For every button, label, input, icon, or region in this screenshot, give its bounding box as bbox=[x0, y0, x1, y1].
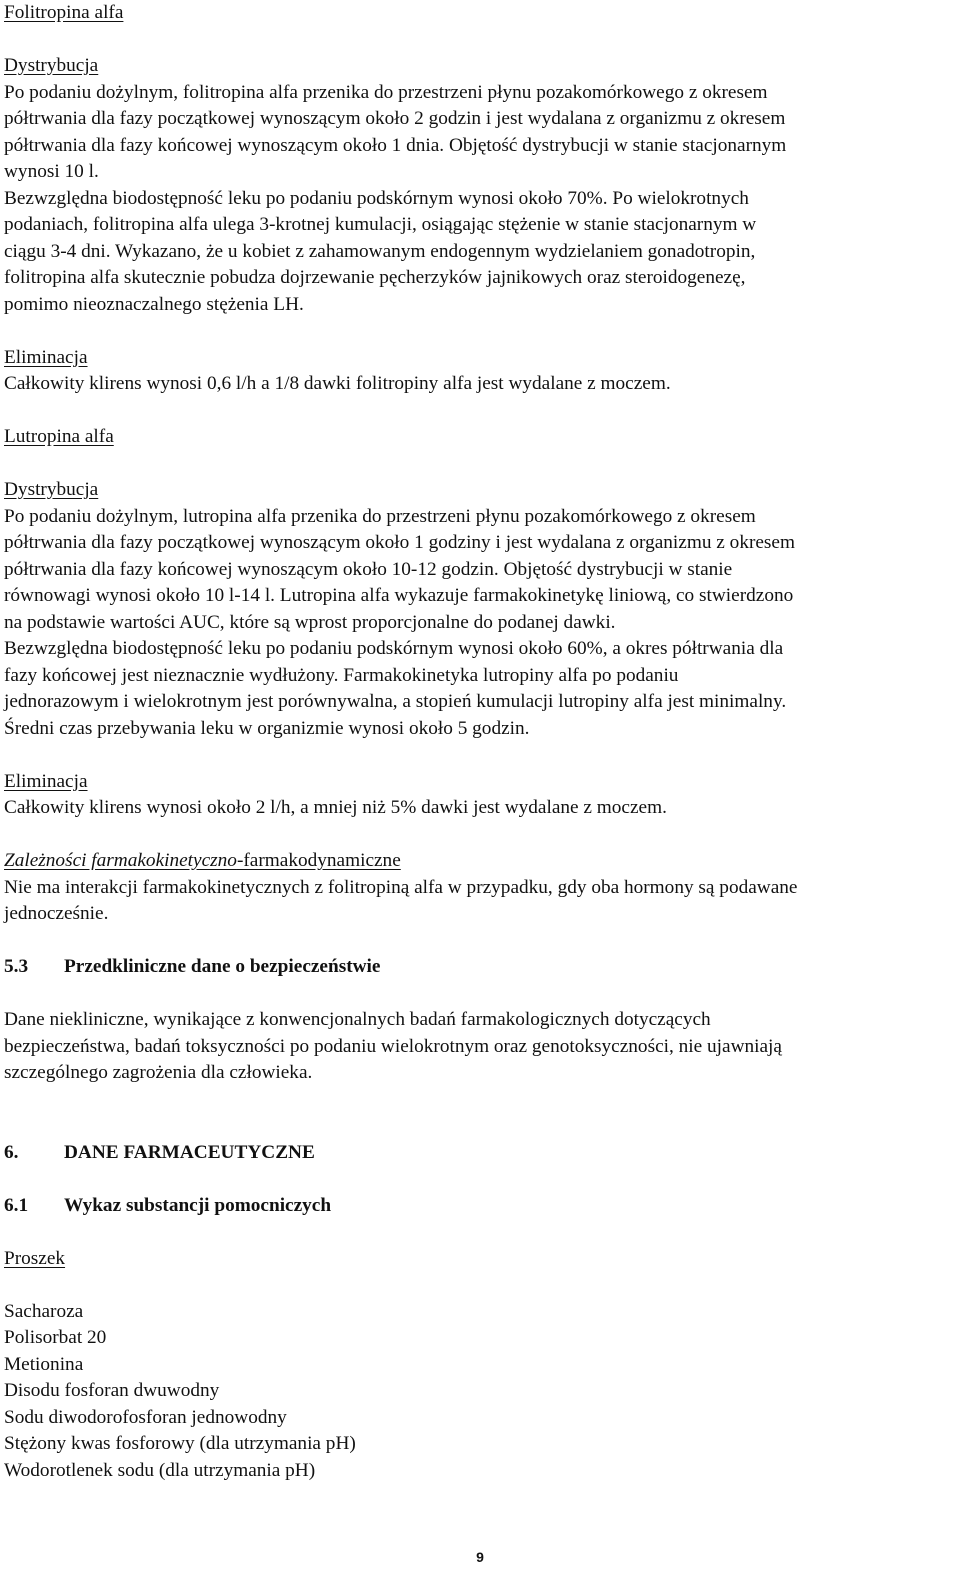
list-item: Disodu fosforan dwuwodny bbox=[4, 1380, 220, 1401]
section-title-lutropina: Lutropina alfa bbox=[4, 426, 114, 447]
text-line: półtrwania dla fazy końcowej wynoszącym około 10-12 godzin. Objętość dystrybucji w stanie bbox=[4, 558, 733, 580]
list-item: Stężony kwas fosforowy (dla utrzymania pH) bbox=[4, 1433, 356, 1454]
heading-6 bbox=[4, 1140, 956, 1167]
text-line: półtrwania dla fazy końcowej wynoszącym około 1 dnia. Objętość dystrybucji w stanie stacjonarnym bbox=[4, 134, 787, 156]
subheading-zaleznosci bbox=[4, 848, 956, 875]
list-item: Wodorotlenek sodu (dla utrzymania pH) bbox=[4, 1459, 316, 1481]
spacer bbox=[4, 1219, 956, 1246]
subheading-eliminacja-lutropina: Eliminacja bbox=[4, 770, 88, 792]
text-line: szczególnego zagrożenia dla człowieka. bbox=[4, 1062, 313, 1083]
text-line: Bezwzględna biodostępność leku po podaniu podskórnym wynosi około 60%, a okres półtrwania dla bbox=[4, 638, 784, 659]
spacer bbox=[4, 1087, 956, 1140]
page-number: 9 bbox=[476, 1549, 484, 1565]
text-line: wynosi 10 l. bbox=[4, 161, 99, 182]
text-line: Dane niekliniczne, wynikające z konwencjonalnych badań farmakologicznych dotyczących bbox=[4, 1009, 711, 1030]
text-line: Całkowity klirens wynosi około 2 l/h, a mniej niż 5% dawki jest wydalane z moczem. bbox=[4, 797, 667, 818]
text-line: pomimo nieoznaczalnego stężenia LH. bbox=[4, 293, 304, 315]
list-item: Metionina bbox=[4, 1353, 84, 1375]
spacer bbox=[4, 981, 956, 1008]
text-line: fazy końcowej jest nieznacznie wydłużony. Farmakokinetyka lutropiny alfa po podaniu bbox=[4, 664, 679, 686]
text-line: ciągu 3-4 dni. Wykazano, że u kobiet z zahamowanym endogennym wydzielaniem gonadotropin, bbox=[4, 240, 756, 262]
subheading-proszek: Proszek bbox=[4, 1247, 66, 1269]
section-title-folitropina: Folitropina alfa bbox=[4, 2, 124, 23]
heading-title: Przedkliniczne dane o bezpieczeństwie bbox=[64, 956, 381, 977]
spacer bbox=[4, 451, 956, 478]
heading-6-1 bbox=[4, 1193, 956, 1220]
heading-number: 6. bbox=[4, 1141, 19, 1163]
heading-title: DANE FARMACEUTYCZNE bbox=[64, 1141, 315, 1163]
text-line: jednorazowym i wielokrotnym jest porównywalna, a stopień kumulacji lutropiny alfa jest minimalny. bbox=[4, 691, 787, 712]
heading-5-3 bbox=[4, 954, 956, 981]
subheading-zaleznosci-italic: Zależności farmakokinetyczno bbox=[4, 850, 237, 871]
text-line: jednocześnie. bbox=[4, 903, 109, 924]
spacer bbox=[4, 27, 956, 54]
text-line: Średni czas przebywania leku w organizmie wynosi około 5 godzin. bbox=[4, 717, 530, 739]
paragraph-dystrybucja-folitropina bbox=[4, 80, 956, 319]
heading-title: Wykaz substancji pomocniczych bbox=[64, 1194, 332, 1216]
text-line: folitropina alfa skutecznie pobudza dojrzewanie pęcherzyków jajnikowych oraz steroidogenezę, bbox=[4, 267, 746, 288]
text-line: na podstawie wartości AUC, które są wprost proporcjonalne do podanej dawki. bbox=[4, 611, 616, 633]
paragraph-dystrybucja-lutropina bbox=[4, 504, 956, 743]
list-item: Sodu diwodorofosforan jednowodny bbox=[4, 1406, 287, 1428]
subheading-zaleznosci-rest: -farmakodynamiczne bbox=[236, 850, 401, 871]
spacer bbox=[4, 398, 956, 425]
heading-number: 6.1 bbox=[4, 1194, 29, 1216]
spacer bbox=[4, 1272, 956, 1299]
spacer bbox=[4, 742, 956, 769]
text-line: Po podaniu dożylnym, lutropina alfa przenika do przestrzeni płynu pozakomórkowego z okresem bbox=[4, 505, 756, 527]
subheading-eliminacja-folitropina: Eliminacja bbox=[4, 346, 88, 368]
text-line: równowagi wynosi około 10 l-14 l. Lutropina alfa wykazuje farmakokinetykę liniową, co stwierdzono bbox=[4, 585, 794, 606]
spacer bbox=[4, 928, 956, 955]
text-line: półtrwania dla fazy początkowej wynoszącym około 2 godzin i jest wydalana z organizmu z okresem bbox=[4, 108, 786, 129]
spacer bbox=[4, 318, 956, 345]
spacer bbox=[4, 822, 956, 849]
heading-number: 5.3 bbox=[4, 956, 29, 977]
text-line: Po podaniu dożylnym, folitropina alfa przenika do przestrzeni płynu pozakomórkowego z okresem bbox=[4, 81, 768, 103]
subheading-dystrybucja-folitropina: Dystrybucja bbox=[4, 55, 99, 76]
text-line: Całkowity klirens wynosi 0,6 l/h a 1/8 dawki folitropiny alfa jest wydalane z moczem. bbox=[4, 373, 671, 394]
text-line: podaniach, folitropina alfa ulega 3-krotnej kumulacji, osiągając stężenie w stanie stacjonarnym w bbox=[4, 214, 757, 235]
text-line: Bezwzględna biodostępność leku po podaniu podskórnym wynosi około 70%. Po wielokrotnych bbox=[4, 187, 749, 209]
list-item: Sacharoza bbox=[4, 1300, 84, 1322]
list-item: Polisorbat 20 bbox=[4, 1327, 107, 1348]
text-line: półtrwania dla fazy początkowej wynoszącym około 1 godziny i jest wydalana z organizmu z okresem bbox=[4, 532, 795, 553]
excipient-list bbox=[4, 1299, 956, 1485]
text-line: bezpieczeństwa, badań toksyczności po podaniu wielokrotnym oraz genotoksyczności, nie ujawniają bbox=[4, 1035, 782, 1057]
subheading-dystrybucja-lutropina: Dystrybucja bbox=[4, 479, 99, 500]
spacer bbox=[4, 1166, 956, 1193]
text-line: Nie ma interakcji farmakokinetycznych z folitropiną alfa w przypadku, gdy oba hormony są podawane bbox=[4, 876, 798, 898]
document-page bbox=[4, 0, 956, 1484]
